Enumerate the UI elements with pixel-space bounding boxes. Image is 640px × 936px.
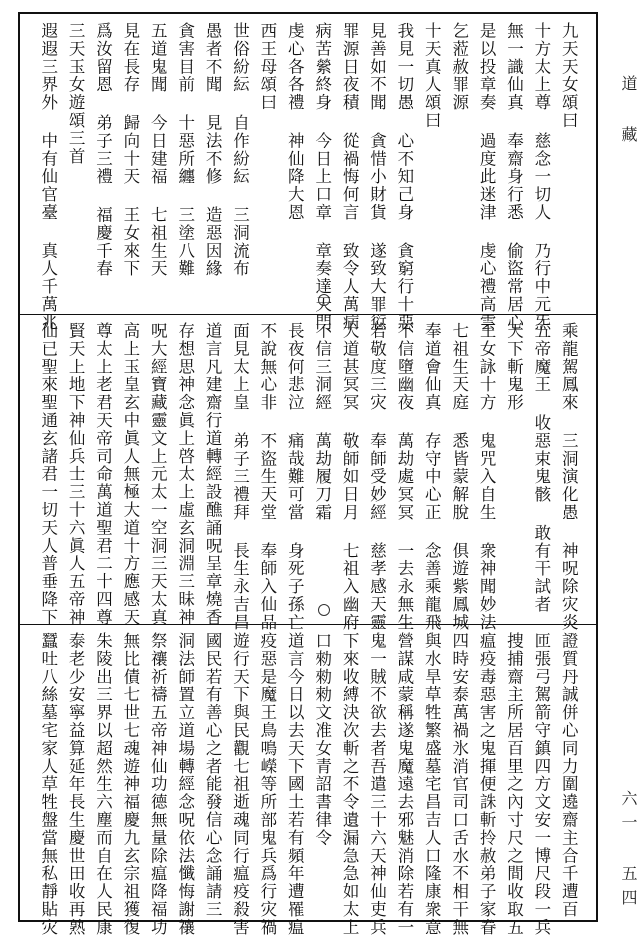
text-column: 長夜何悲泣 痛哉難可當 身死子孫亡 <box>285 322 305 632</box>
text-column: 口勑勑勑文准女青詔書律令 <box>312 632 332 847</box>
text-column: 鬼一賊不欲去者吾遣三十六天神仙吏兵 <box>367 632 387 936</box>
text-column: 貪害目前 十惡所纏 三塗八難 <box>175 22 195 278</box>
text-column: 見在長存 歸向十天 王女來下 <box>120 22 140 278</box>
text-column: 乘龍駕鳳來 三洞演化愚 神呪除灾炎 <box>559 322 579 632</box>
circle-mark-icon <box>318 294 330 306</box>
text-column: 祭禳祈禱五帝神仙功德無量除瘟降福功 <box>148 632 168 936</box>
text-column: 賢天上地下神仙兵士三十六眞人五帝神 <box>66 322 86 627</box>
text-column: 奉道會仙真 存守中心正 念善乘龍飛 <box>422 322 442 632</box>
text-column: 不信三洞經 萬劫履刀霜 <box>312 322 332 522</box>
text-column: 爲汝留恩 弟子三禮 福慶千春 <box>93 22 113 278</box>
scripture-page-frame <box>18 12 598 936</box>
section-bottom <box>20 624 596 936</box>
text-column: 三天玉女遊頌三首 <box>66 22 86 166</box>
text-column: 仙已聖來聖通玄諸君一切天人普垂降下 <box>38 322 58 627</box>
text-column: 病苦縈終身 今日上口章 章奏達天門 <box>312 22 332 332</box>
text-column: 捜捕齋主所居百里之內寸尺之間收取五 <box>504 632 524 936</box>
circle-mark-icon <box>318 604 330 616</box>
text-column: 遐遐三界外 中有仙官臺 真人千萬兆 <box>38 22 58 332</box>
text-column: 營謀咸蒙稱遂鬼魔遠去邪魅消除若有一 <box>394 632 414 936</box>
text-column: 下來收縛決次斬之不令遺漏急急如太上 <box>340 632 360 936</box>
text-column: 西王母頌曰 <box>257 22 277 112</box>
text-column: 匝張弓駕箭守鎮四方文安一博尺段一兵 <box>531 632 551 936</box>
text-column: 九天天女頌曰 <box>559 22 579 130</box>
text-column: 朱陵出三界以超然生六塵而自在人民康 <box>93 632 113 936</box>
text-column: 罪源日夜積 從禍悔何言 致令人萬病 <box>340 22 360 332</box>
text-column: 存想思神念眞上啓太上虛玄洞淵三昧神 <box>175 322 195 627</box>
text-column: 愚者不聞 見法不修 造惡因緣 <box>203 22 223 278</box>
text-column: 道言凡建齋行道轉經設醮誦呪呈章燒香 <box>203 322 223 627</box>
text-column: 尊太上老君天帝司命萬道聖君二十四尊 <box>93 322 113 627</box>
text-column: 高上玉皇玄中眞人無極大道十方應感天 <box>120 322 140 627</box>
text-column: 大道甚冥冥 敬師如日月 七祖入幽府 <box>340 322 360 632</box>
text-column: 呪大經寶藏靈文上元太一空洞三天太真 <box>148 322 168 627</box>
text-column: 遊行天下與民觀七祖逝魂同行瘟疫殺害 <box>230 632 250 936</box>
text-column: 五帝魔王 收惡束鬼骸 敢有干試者 <box>531 322 551 614</box>
text-column: 不說無心非 不盜生天堂 奉師入仙品 <box>257 322 277 632</box>
text-column: 面見太上皇 弟子三禮拜 長生永吉昌 <box>230 322 250 632</box>
text-column: 乞蒞赦罪源 <box>449 22 469 112</box>
text-column: 世俗紛紜 自作紛紜 三洞流布 <box>230 22 250 278</box>
text-column: 洞法師置立道場轉經念呪依法懺悔謝禳 <box>175 632 195 936</box>
text-column: 十方太上尊 慈念一切人 乃行中元炁 <box>531 22 551 332</box>
text-column: 見善如不聞 貪惜小財貨 遂致大罪愆 <box>367 22 387 332</box>
text-column: 王女詠十方 鬼咒入自生 衆神聞妙法 <box>477 322 497 632</box>
text-column: 與水旱草牲繁盛墓宅昌吉人口隆康衆意 <box>422 632 442 936</box>
text-column: 若敬度三灾 奉師受妙經 慈孝感天靈 <box>367 322 387 632</box>
text-column: 瘟疫毒惡害之鬼揮便誅斬拎赦弟子家眷 <box>477 632 497 936</box>
text-column: 十天真人頌曰 <box>422 22 442 130</box>
text-column: 我見一切愚 心不知己身 貪窮行十惡 <box>394 22 414 332</box>
text-column: 疫惡是魔王鳥鳴嶸等所部鬼兵爲行灾禍 <box>257 632 277 936</box>
text-column: 天下斬鬼形 <box>504 322 524 412</box>
text-column: 五道鬼聞 今日建福 七祖生天 <box>148 22 168 278</box>
text-column: 泰老少安寧益算延年長生慶世田收再熟 <box>66 632 86 936</box>
text-column: 四時安泰萬禍氷消官司口舌水不相干無 <box>449 632 469 936</box>
text-column: 道言今日以去天下國土若有頻年遭罹瘟 <box>285 632 305 936</box>
section-middle <box>20 314 596 632</box>
text-column: 不信墮幽夜 萬劫處冥冥 一去永無生 <box>394 322 414 632</box>
text-column: 無一識仙真 奉齋身行悉 偷盜常居心 <box>504 22 524 332</box>
text-column: 無比債七世七魂遊神福慶九玄宗祖獲復 <box>120 632 140 936</box>
text-column: 蠶吐八絲墓宅家人草牲盤當無私靜貼灾 <box>38 632 58 936</box>
page-number: 六一 五四 <box>619 790 638 913</box>
text-column: 虔心各各禮 神仙降大恩 <box>285 22 305 222</box>
text-column: 證質丹誠併心同力圍遶齋主合千遭百 <box>559 632 579 919</box>
text-column: 七祖生天庭 悉皆蒙解脫 俱遊紫鳳城 <box>449 322 469 632</box>
text-column: 是以投章奏 過度此迷津 虔心禮高雲 <box>477 22 497 332</box>
text-column: 國民若有善心之者能發信心念誦請三 <box>203 632 223 919</box>
section-top <box>20 14 596 332</box>
collection-title: 道 藏 <box>619 75 638 150</box>
